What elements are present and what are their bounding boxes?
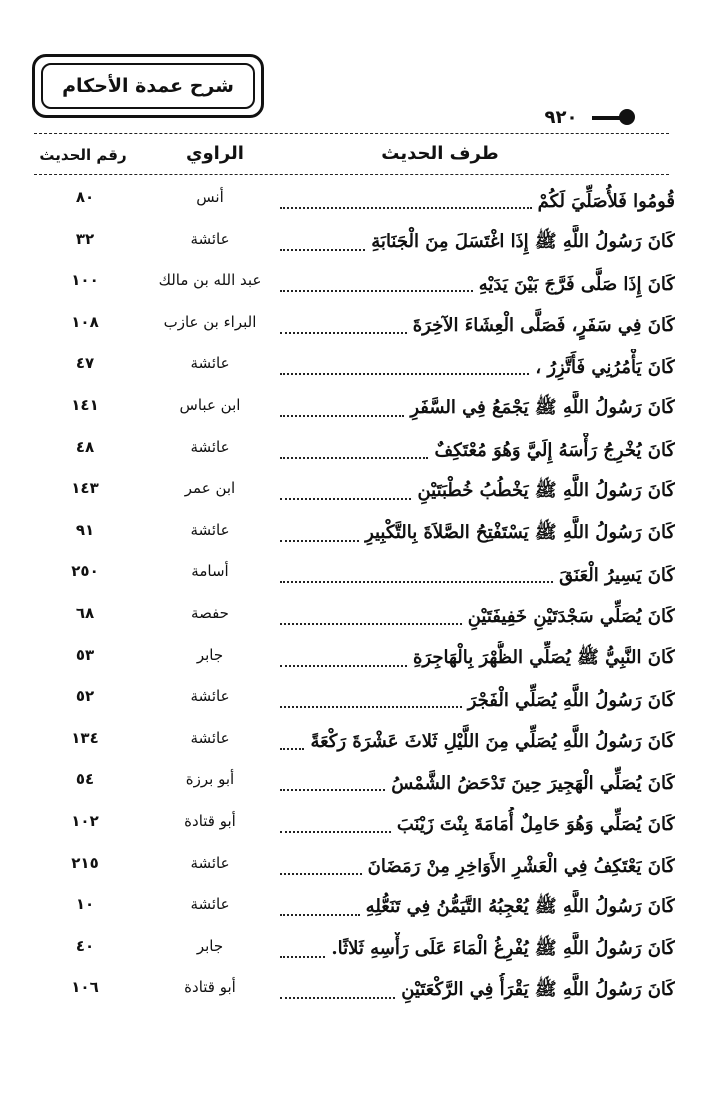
rawi-cell: جابر bbox=[196, 936, 224, 955]
page-number-dot bbox=[619, 109, 635, 125]
hadith-text: كَانَ يَأْمُرُنِي فَأَتَّزِرُ ، bbox=[535, 356, 675, 378]
table-row bbox=[0, 388, 703, 430]
rawi-cell: أنس bbox=[196, 188, 224, 206]
table-row bbox=[0, 721, 703, 763]
leader-dots bbox=[280, 662, 407, 667]
hadith-text: كَانَ يَسِيرُ الْعَنَقَ bbox=[559, 564, 675, 586]
hadith-number-cell: ١٠ bbox=[75, 895, 95, 914]
hadith-cell bbox=[280, 932, 675, 968]
rawi-cell: ابن عمر bbox=[184, 479, 236, 498]
hadith-number-cell: ٤٧ bbox=[75, 354, 95, 373]
rawi-cell: عائشة bbox=[190, 520, 230, 539]
hadith-text: كَانَ رَسُولُ اللَّهِ ﷺ يُفْرِغُ الْمَاءَ عَلَى رَأْسِهِ ثَلاثًا. bbox=[331, 937, 675, 959]
table-row bbox=[0, 263, 703, 305]
hadith-cell bbox=[280, 183, 675, 219]
hadith-text: كَانَ يُصَلِّي الْهَجِيرَ حِينَ تَدْحَضُ الشَّمْسُ bbox=[391, 772, 675, 794]
table-row bbox=[0, 346, 703, 388]
table-row bbox=[0, 970, 703, 1012]
table-row bbox=[0, 596, 703, 638]
column-header-hadith: طرف الحديث bbox=[381, 143, 499, 164]
hadith-cell bbox=[280, 641, 675, 677]
hadith-text: كَانَ إِذَا صَلَّى فَرَّجَ بَيْنَ يَدَيْهِ bbox=[478, 273, 675, 295]
page-number: ٩٢٠ bbox=[544, 107, 578, 128]
leader-dots bbox=[280, 495, 411, 500]
rawi-cell: ابن عباس bbox=[179, 395, 241, 414]
header-divider-top bbox=[34, 133, 669, 134]
rawi-cell: عائشة bbox=[190, 728, 230, 747]
hadith-cell bbox=[280, 308, 675, 344]
hadith-number-cell: ١٠٠ bbox=[71, 271, 99, 290]
hadith-number-cell: ٩١ bbox=[75, 520, 95, 539]
hadith-text: كَانَ رَسُولُ اللَّهِ يُصَلِّي الْفَجْرَ bbox=[467, 689, 675, 711]
leader-dots bbox=[280, 412, 404, 417]
leader-dots bbox=[280, 786, 385, 791]
rawi-cell: عائشة bbox=[190, 853, 230, 872]
table-row bbox=[0, 513, 703, 555]
hadith-number-cell: ١٤١ bbox=[71, 395, 99, 414]
table-row bbox=[0, 846, 703, 888]
hadith-text: كَانَ رَسُولُ اللَّهِ يُصَلِّي مِنَ اللَّيْلِ ثَلاثَ عَشْرَةَ رَكْعَةً bbox=[310, 731, 675, 753]
hadith-text: كَانَ رَسُولُ اللَّهِ ﷺ يُعْجِبُهُ التَّيَمُّنُ فِي تَنَعُّلِهِ bbox=[365, 896, 675, 918]
leader-dots bbox=[280, 620, 462, 625]
leader-dots bbox=[280, 454, 428, 459]
leader-dots bbox=[280, 870, 362, 875]
hadith-text: كَانَ يُصَلِّي سَجْدَتَيْنِ خَفِيفَتَيْنِ bbox=[467, 606, 675, 628]
table-row bbox=[0, 887, 703, 929]
table-row bbox=[0, 638, 703, 680]
hadith-cell bbox=[280, 474, 675, 510]
rawi-cell: حفصة bbox=[191, 603, 229, 622]
book-title-frame bbox=[32, 54, 264, 118]
hadith-index-table bbox=[0, 180, 703, 1012]
hadith-text: كَانَ يَعْتَكِفُ فِي الْعَشْرِ الأَوَاخِرِ مِنْ رَمَضَانَ bbox=[367, 856, 675, 877]
hadith-number-cell: ٤٨ bbox=[75, 437, 95, 456]
hadith-text: كَانَ رَسُولُ اللَّهِ ﷺ يَخْطُبُ خُطْبَتَيْنِ bbox=[417, 480, 675, 502]
hadith-cell bbox=[280, 391, 675, 427]
table-row bbox=[0, 679, 703, 721]
hadith-text: كَانَ يُخْرِجُ رَأْسَهُ إِلَيَّ وَهُوَ مُعْتَكِفٌ bbox=[434, 440, 675, 462]
table-row bbox=[0, 222, 703, 264]
hadith-number-cell: ٦٨ bbox=[75, 603, 95, 622]
hadith-number-cell: ٤٠ bbox=[75, 936, 95, 955]
hadith-cell bbox=[280, 849, 675, 885]
table-row bbox=[0, 554, 703, 596]
rawi-cell: أبو قتادة bbox=[184, 811, 236, 830]
hadith-cell bbox=[280, 807, 675, 843]
leader-dots bbox=[280, 329, 407, 334]
table-row bbox=[0, 471, 703, 513]
hadith-number-cell: ١٣٤ bbox=[71, 728, 99, 747]
hadith-text: كَانَ رَسُولُ اللَّهِ ﷺ إِذَا اغْتَسَلَ مِنَ الْجَنَابَةِ bbox=[371, 230, 675, 252]
column-header-number: رقم الحديث bbox=[39, 146, 127, 164]
table-row bbox=[0, 929, 703, 971]
hadith-number-cell: ٥٣ bbox=[75, 645, 95, 664]
hadith-number-cell: ٢٥٠ bbox=[71, 562, 99, 581]
hadith-number-cell: ٨٠ bbox=[75, 188, 95, 206]
rawi-cell: عائشة bbox=[190, 354, 230, 373]
leader-dots bbox=[280, 287, 473, 292]
leader-dots bbox=[280, 911, 360, 916]
hadith-cell bbox=[280, 349, 675, 385]
hadith-cell bbox=[280, 890, 675, 926]
hadith-number-cell: ١٤٣ bbox=[71, 479, 99, 498]
leader-dots bbox=[280, 703, 462, 708]
rawi-cell: أسامة bbox=[191, 562, 229, 581]
hadith-text: كَانَ رَسُولُ اللَّهِ ﷺ يَجْمَعُ فِي السَّفَرِ bbox=[410, 396, 675, 418]
hadith-cell bbox=[280, 557, 675, 593]
hadith-number-cell: ٥٤ bbox=[75, 770, 95, 789]
leader-dots bbox=[280, 994, 395, 999]
hadith-number-cell: ١٠٨ bbox=[71, 312, 99, 331]
leader-dots bbox=[280, 204, 532, 209]
hadith-cell bbox=[280, 516, 675, 552]
hadith-cell bbox=[280, 433, 675, 469]
hadith-text: كَانَ النَّبِيُّ ﷺ يُصَلِّي الظُّهْرَ بِالْهَاجِرَةِ bbox=[412, 646, 675, 668]
table-row bbox=[0, 430, 703, 472]
hadith-text: قُومُوا فَلأُصَلِّيَ لَكُمْ bbox=[537, 190, 675, 212]
rawi-cell: عائشة bbox=[190, 437, 230, 456]
table-row bbox=[0, 180, 703, 222]
hadith-text: كَانَ يُصَلِّي وَهُوَ حَامِلٌ أُمَامَةَ بِنْتَ زَيْنَبَ bbox=[396, 814, 675, 836]
table-row bbox=[0, 305, 703, 347]
hadith-cell bbox=[280, 599, 675, 635]
hadith-cell bbox=[280, 225, 675, 261]
hadith-text: كَانَ رَسُولُ اللَّهِ ﷺ يَسْتَفْتِحُ الصَّلاَةَ بِالتَّكْبِيرِ bbox=[365, 521, 675, 543]
leader-dots bbox=[280, 370, 529, 375]
hadith-number-cell: ٥٢ bbox=[75, 687, 95, 706]
table-row bbox=[0, 804, 703, 846]
rawi-cell: جابر bbox=[196, 645, 224, 664]
rawi-cell: أبو برزة bbox=[185, 770, 235, 789]
leader-dots bbox=[280, 578, 553, 583]
hadith-number-cell: ٢١٥ bbox=[71, 853, 99, 872]
column-header-rawi: الراوي bbox=[186, 143, 244, 164]
leader-dots bbox=[280, 537, 359, 542]
rawi-cell: أبو قتادة bbox=[184, 978, 236, 997]
leader-dots bbox=[280, 828, 391, 833]
hadith-cell bbox=[280, 973, 675, 1009]
rawi-cell: عائشة bbox=[190, 229, 230, 248]
hadith-number-cell: ١٠٦ bbox=[71, 978, 99, 997]
hadith-cell bbox=[280, 682, 675, 718]
header-divider-bottom bbox=[34, 174, 669, 175]
hadith-cell bbox=[280, 266, 675, 302]
leader-dots bbox=[280, 953, 325, 958]
hadith-number-cell: ٣٢ bbox=[75, 229, 95, 248]
rawi-cell: عائشة bbox=[190, 895, 230, 914]
hadith-text: كَانَ رَسُولُ اللَّهِ ﷺ يَقْرَأُ فِي الرَّكْعَتَيْنِ bbox=[401, 979, 675, 1001]
hadith-cell bbox=[280, 724, 675, 760]
leader-dots bbox=[280, 246, 365, 251]
rawi-cell: عبد الله بن مالك bbox=[158, 271, 262, 290]
book-title: شرح عمدة الأحكام bbox=[41, 63, 255, 109]
hadith-cell bbox=[280, 765, 675, 801]
table-header bbox=[0, 143, 703, 171]
rawi-cell: عائشة bbox=[190, 687, 230, 706]
table-row bbox=[0, 762, 703, 804]
hadith-text: كَانَ فِي سَفَرٍ، فَصَلَّى الْعِشَاءَ الآخِرَةَ bbox=[412, 315, 675, 337]
hadith-number-cell: ١٠٢ bbox=[71, 811, 99, 830]
rawi-cell: البراء بن عازب bbox=[163, 312, 257, 331]
